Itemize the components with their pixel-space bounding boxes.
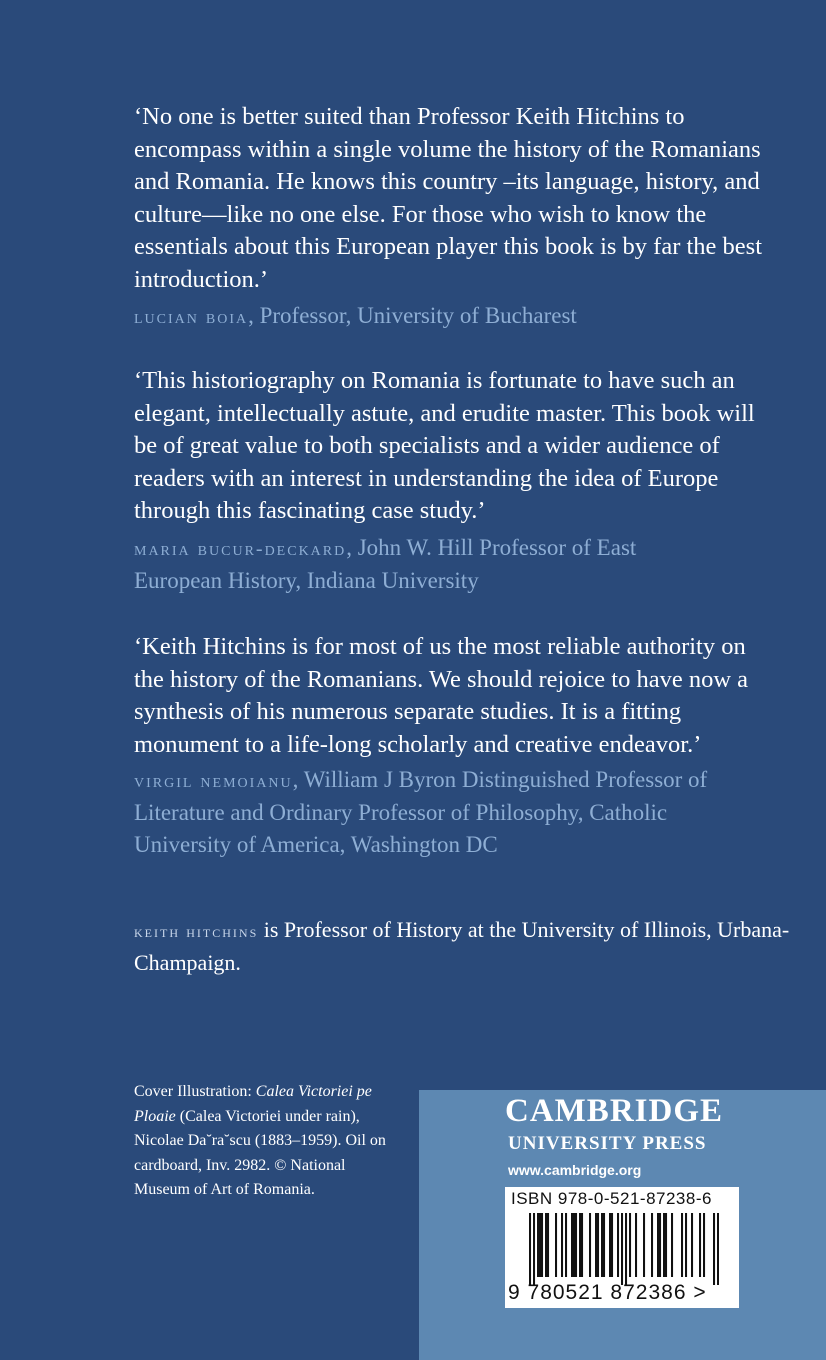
barcode-bar <box>529 1213 531 1285</box>
isbn-barcode <box>505 1187 739 1308</box>
barcode-bar <box>663 1213 665 1277</box>
barcode-bar <box>597 1213 599 1277</box>
barcode-bar <box>581 1213 583 1277</box>
attribution-name: maria bucur-deckard <box>134 538 347 560</box>
barcode-bar <box>533 1213 535 1285</box>
barcode-bar <box>589 1213 591 1277</box>
barcode-bar <box>685 1213 687 1277</box>
attribution-name: lucian boia <box>134 306 249 328</box>
attribution-1 <box>134 300 794 333</box>
barcode-bar <box>541 1213 543 1277</box>
barcode-bars <box>529 1213 719 1285</box>
barcode-bar <box>617 1213 619 1277</box>
credit-label: Cover Illustration: <box>134 1083 256 1100</box>
barcode-bar <box>575 1213 577 1277</box>
barcode-bar <box>547 1213 549 1277</box>
publisher-logo-name: CAMBRIDGE <box>505 1093 724 1129</box>
attribution-name: virgil nemoianu <box>134 770 293 792</box>
barcode-bar <box>595 1213 597 1277</box>
barcode-bar <box>659 1213 661 1277</box>
barcode-bar <box>621 1213 623 1285</box>
publisher-panel <box>419 1090 826 1360</box>
barcode-bar <box>635 1213 637 1277</box>
quote-3: ‘Keith Hitchins is for most of us the most reliable authority on the history of the Romanians. We should rejoice to have now a synthesis of his numerous separate studies. It is a fitting monument to a life-long scholarly and creative endeavor.’ <box>134 633 749 758</box>
author-bio <box>134 914 794 978</box>
barcode-bar <box>601 1213 603 1277</box>
barcode-bar <box>571 1213 573 1277</box>
barcode-bar <box>643 1213 645 1277</box>
publisher-logo-sub: UNIVERSITY PRESS <box>508 1133 707 1154</box>
author-name: keith hitchins <box>134 922 259 941</box>
barcode-bar <box>665 1213 667 1277</box>
attribution-3 <box>134 764 754 861</box>
barcode-bar <box>629 1213 631 1277</box>
barcode-bar <box>555 1213 557 1277</box>
barcode-bar <box>573 1213 575 1277</box>
barcode-bar <box>539 1213 541 1277</box>
barcode-digits: 9 780521 872386 > <box>508 1281 707 1304</box>
publisher-url[interactable]: www.cambridge.org <box>508 1162 642 1178</box>
barcode-bar <box>713 1213 715 1285</box>
isbn-label: ISBN 978-0-521-87238-6 <box>511 1189 712 1208</box>
barcode-bar <box>691 1213 693 1277</box>
barcode-bar <box>699 1213 701 1277</box>
barcode-bar <box>651 1213 653 1277</box>
barcode-bar <box>703 1213 705 1277</box>
barcode-bar <box>545 1213 547 1277</box>
barcode-bar <box>717 1213 719 1285</box>
attribution-title: , Professor, University of Bucharest <box>248 303 577 328</box>
credit-details: (Calea Victoriei under rain), Nicolae Da˘ra˘scu (1883–1959). Oil on cardboard, Inv. 2982. © National Museum of Art of Romania. <box>134 1107 386 1198</box>
barcode-bar <box>611 1213 613 1277</box>
cover-credit <box>134 1080 394 1203</box>
barcode-bar <box>609 1213 611 1277</box>
quote-1: ‘No one is better suited than Professor Keith Hitchins to encompass within a single volume the history of the Romanians and Romania. He knows this country –its language, history, and culture—like no one else. For those who wish to know the essentials about this European player this book is by far the best introduction.’ <box>134 103 763 293</box>
quote-2: ‘This historiography on Romania is fortunate to have such an elegant, intellectually astute, and erudite master. This book will be of great value to both specialists and a wider audience of readers with an interest in understanding the idea of Europe through this fascinating case study.’ <box>134 367 755 524</box>
credit-title: Calea Victoriei pe Ploaie <box>134 1083 372 1125</box>
barcode-bar <box>657 1213 659 1277</box>
barcode-bar <box>603 1213 605 1277</box>
barcode-bar <box>537 1213 539 1277</box>
author-bio-text: is Professor of History at the University of Illinois, Urbana-Champaign. <box>134 917 790 975</box>
barcode-bar <box>579 1213 581 1277</box>
barcode-bar <box>625 1213 627 1285</box>
barcode-bar <box>681 1213 683 1277</box>
attribution-title: , William J Byron Distinguished Professor of Literature and Ordinary Professor of Philosophy, Catholic University of America, Washington DC <box>134 767 708 857</box>
barcode-bar <box>565 1213 567 1277</box>
attribution-title: , John W. Hill Professor of East European History, Indiana University <box>134 535 637 593</box>
barcode-bar <box>561 1213 563 1277</box>
barcode-bar <box>671 1213 673 1277</box>
attribution-2 <box>134 532 694 597</box>
